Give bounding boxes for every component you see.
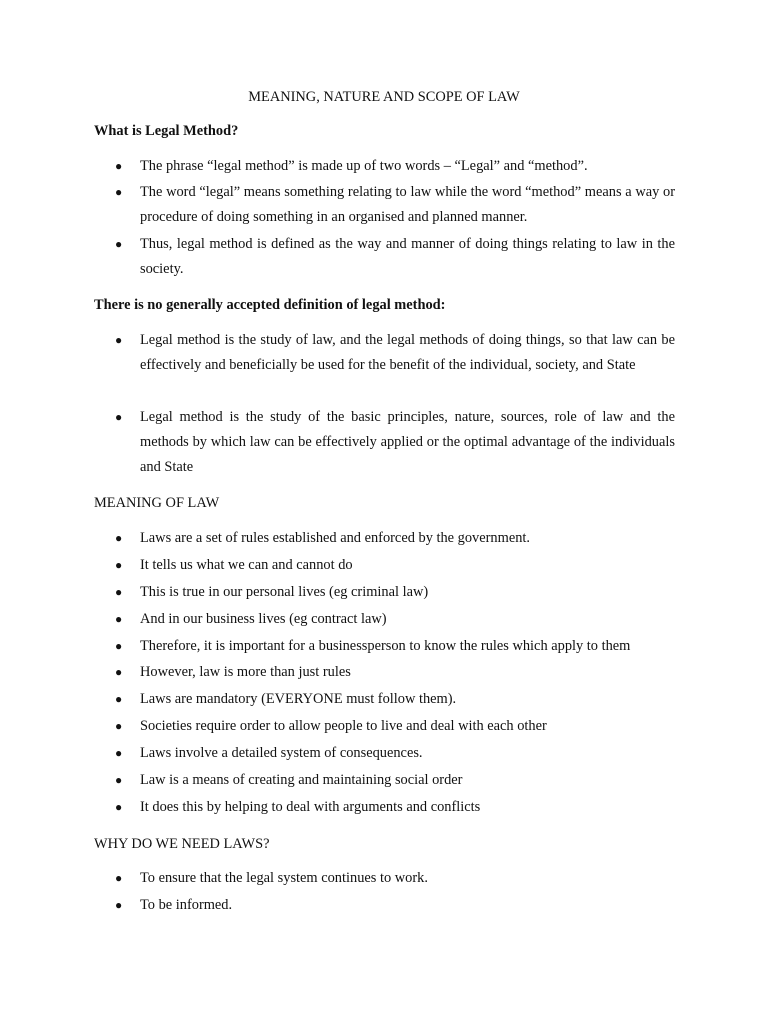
bullet-icon: ● (115, 898, 123, 912)
list-item-text: Legal method is the study of law, and the legal methods of doing things, so that law can be effectively and beneficially be used for the benefit of the individual, society, and State (140, 332, 675, 373)
bullet-icon: ● (115, 639, 123, 653)
list-item-text: However, law is more than just rules (140, 664, 351, 680)
bullet-icon: ● (115, 185, 123, 199)
page-title: MEANING, NATURE AND SCOPE OF LAW (248, 89, 520, 105)
list-item (94, 154, 675, 179)
list-item-text: Laws involve a detailed system of consequences. (140, 745, 423, 761)
list-item (94, 741, 675, 766)
bullet-icon: ● (115, 558, 123, 572)
list-item (94, 714, 675, 739)
list-item-text: Societies require order to allow people to live and deal with each other (140, 718, 547, 734)
bullet-icon: ● (115, 746, 123, 760)
list-item-text: To be informed. (140, 897, 233, 913)
list-item (94, 634, 675, 659)
section-heading-meaning-of-law: MEANING OF LAW (94, 495, 220, 511)
list-item-text: The word “legal” means something relating to law while the word “method” means a way or procedure of doing something in an organised and planned manner. (140, 184, 675, 225)
bullet-icon: ● (115, 333, 123, 347)
list-item-text: Law is a means of creating and maintaining social order (140, 772, 463, 788)
list-item-text: This is true in our personal lives (eg criminal law) (140, 584, 429, 600)
list-item (94, 795, 675, 820)
list-item (94, 328, 675, 403)
section-heading-definitions: There is no generally accepted definition of legal method: (94, 297, 446, 313)
list-item (94, 580, 675, 605)
list-item (94, 687, 675, 712)
bullet-icon: ● (115, 800, 123, 814)
bullet-icon: ● (115, 692, 123, 706)
list-item-text: It tells us what we can and cannot do (140, 557, 353, 573)
list-item-text: To ensure that the legal system continues to work. (140, 870, 428, 886)
list-item (94, 866, 675, 891)
bullet-icon: ● (115, 531, 123, 545)
bullet-icon: ● (115, 612, 123, 626)
list-item (94, 526, 675, 551)
list-item-text: Laws are a set of rules established and enforced by the government. (140, 530, 531, 546)
list-item-text: Therefore, it is important for a businessperson to know the rules which apply to them (140, 638, 631, 654)
bullet-icon: ● (115, 665, 123, 679)
list-item (94, 232, 675, 282)
bullet-icon: ● (115, 719, 123, 733)
list-item-text: The phrase “legal method” is made up of two words – “Legal” and “method”. (140, 158, 588, 174)
list-item-text: And in our business lives (eg contract law) (140, 611, 387, 627)
list-item (94, 893, 675, 918)
list-item-text: It does this by helping to deal with arguments and conflicts (140, 799, 481, 815)
bullet-icon: ● (115, 410, 123, 424)
list-item-text: Legal method is the study of the basic principles, nature, sources, role of law and the methods by which law can be effectively applied or the optimal advantage of the individuals and State (140, 409, 675, 475)
list-item (94, 553, 675, 578)
section-heading-why-need-laws: WHY DO WE NEED LAWS? (94, 836, 270, 852)
list-item (94, 180, 675, 230)
list-item-text: Thus, legal method is defined as the way and manner of doing things relating to law in the society. (140, 236, 675, 277)
list-item (94, 405, 675, 480)
bullet-icon: ● (115, 871, 123, 885)
bullet-icon: ● (115, 237, 123, 251)
bullet-icon: ● (115, 773, 123, 787)
list-item-text: Laws are mandatory (EVERYONE must follow them). (140, 691, 457, 707)
list-item (94, 607, 675, 632)
list-item (94, 660, 675, 685)
bullet-icon: ● (115, 159, 123, 173)
list-item (94, 768, 675, 793)
section-heading-legal-method: What is Legal Method? (94, 123, 239, 139)
bullet-icon: ● (115, 585, 123, 599)
